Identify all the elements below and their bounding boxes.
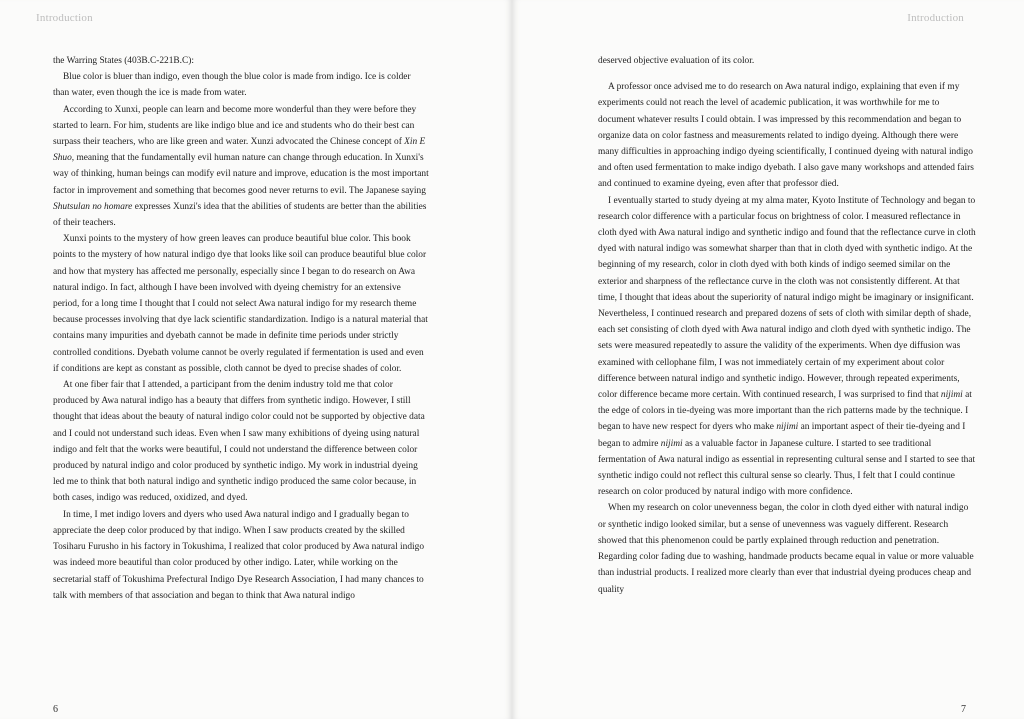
paragraph: Xunxi points to the mystery of how green leaves can produce beautiful blue color. This book points to the mystery of how natural indigo dye that looks like soil can produce beautiful blue color and how that mystery has affected me personally, especially since I began to do research on Awa natural indigo. In fact, although I have been involved with dyeing chemistry for an extensive period, for a long time I thought that I could not select Awa natural indigo for my research theme because processes involving that dye lack scientific standardization. Indigo is a natural material that contains many impurities and dyebath cannot be made in definite time periods under strictly controlled conditions. Dyebath volume cannot be overly regulated if fermentation is used and even if conditions are kept as constant as possible, cloth cannot be dyed to precise shades of color.: [53, 234, 428, 374]
running-head: Introduction: [36, 12, 93, 24]
page-number: 7: [961, 704, 966, 715]
italic-term: nijimi: [660, 438, 683, 449]
paragraph: [53, 102, 429, 232]
page-number: 6: [53, 704, 58, 715]
italic-term: Shutsulan no homare: [53, 201, 133, 212]
text-run: as a valuable factor in Japanese culture. I started to see traditional fermentation of Awa natural indigo as essential in representing cultural sense and I started to see that synthetic indigo could not reflect this cultural sense so clearly. Thus, I felt that I could continue research on color produced by natural indigo with more confidence.: [598, 438, 976, 498]
paragraph: At one fiber fair that I attended, a participant from the denim industry told me that color produced by Awa natural indigo has a beauty that differs from synthetic indigo. However, I still thought that ideas about the beauty of natural indigo color could not be supported by objective data and I could not understand such ideas. Even when I saw many exhibitions of dyeing using natural indigo and felt that the works were beautiful, I could not understand the difference between color produced by natural indigo and color produced by synthetic indigo. My work in industrial dyeing led me to think that both natural indigo and synthetic indigo produced the same color because, in both cases, indigo was reduced, oxidized, and dyed.: [53, 380, 425, 504]
paragraph: the Warring States (403B.C-221B.C):: [53, 56, 194, 66]
paragraph: deserved objective evaluation of its color.: [598, 56, 755, 66]
text-run: I eventually started to study dyeing at my alma mater, Kyoto Institute of Technology and began to research color difference with a particular focus on brightness of color. I measured reflectance in cloth dyed with Awa natural indigo and synthetic indigo and found that the reflectance curve in cloth dyed with natural indigo was somewhat sharper than that in cloth dyed with synthetic indigo. At the beginning of my research, color in cloth dyed with both kinds of indigo seemed similar on the exterior and sharpness of the reflectance curve in the cloth was not consistently different. At that time, I thought that ideas about the superiority of natural indigo might be imaginary or insignificant. Nevertheless, I continued research and prepared dozens of sets of cloth with similar depth of shade, each set consisting of cloth dyed with Awa natural indigo and cloth dyed with synthetic indigo. The sets were measured repeatedly to assure the validity of the experiments. When dye diffusion was examined with cellophane film, I was not immediately certain of my experiment about color difference between natural indigo and synthetic indigo. However, through repeated experiments, color difference became more certain. With continued research, I was surprised to find that: [598, 195, 976, 401]
italic-term: Xin E Shuo,: [53, 137, 426, 164]
paragraph: [598, 193, 978, 501]
running-head: Introduction: [907, 12, 964, 24]
paragraph: In time, I met indigo lovers and dyers who used Awa natural indigo and I gradually began to appreciate the deep color produced by that indigo. When I saw products created by the skilled Tosiharu Furusho in his factory in Tokushima, I realized that color produced by Awa natural indigo was indeed more beautiful than color produced by other indigo. Later, while working on the secretarial staff of Tokushima Prefectural Indigo Dye Research Association, I had many chances to talk with members of that association and began to think that Awa natural indigo: [53, 509, 425, 601]
paragraph: A professor once advised me to do research on Awa natural indigo, explaining that even if my experiments could not reach the level of academic publication, it was worthwhile for me to document whatever results I could obtain. I was impressed by this recommendation and began to organize data on color fastness and measurements related to indigo dyeing. Although there were many difficulties in approaching indigo dyeing scientifically, I continued dyeing with natural indigo and often used fermentation to make indigo dyebath. I also gave many workshops and attended fairs and continued to examine dyeing, even after that professor died.: [598, 82, 974, 190]
text-run: an important aspect of their tie-dyeing and I began to admire: [598, 422, 966, 449]
italic-term: nijimi: [940, 390, 963, 401]
page-body: [598, 53, 978, 598]
italic-term: nijimi: [776, 422, 799, 433]
text-run: expresses Xunzi's idea that the abilities of students are better than the abilities of their teachers.: [53, 201, 427, 229]
text-run: meaning that the fundamentally evil human nature can change through education. In Xunxi's way of thinking, human beings can modify evil nature and improve, education is the most important factor in improvement and something that becomes good never returns to evil. The Japanese saying: [53, 153, 429, 196]
paragraph: When my research on color unevenness began, the color in cloth dyed either with natural indigo or synthetic indigo looked similar, but a sense of unevenness was vaguely different. Research showed that this phenomenon could be partly explained through reduction and penetration. Regarding color fading due to washing, handmade products became equal in value or more valuable than industrial products. I realized more clearly than ever that industrial dyeing produces cheap and quality: [598, 503, 974, 595]
text-run: at the edge of colors in tie-dyeing was more important than the rich patterns made by the technique. I began to have new respect for dyers who make: [598, 390, 972, 433]
page-body: [53, 53, 429, 604]
quote-paragraph: Blue color is bluer than indigo, even though the blue color is made from indigo. Ice is colder than water, even though the ice is made from water.: [53, 72, 411, 99]
right-page: [512, 0, 1024, 719]
text-run: According to Xunxi, people can learn and become more wonderful than they were before they started to learn. For him, students are like indigo blue and ice and students who do their best can surpass their teachers, who are like green and water. Xunzi advocated the Chinese concept of: [53, 104, 417, 148]
